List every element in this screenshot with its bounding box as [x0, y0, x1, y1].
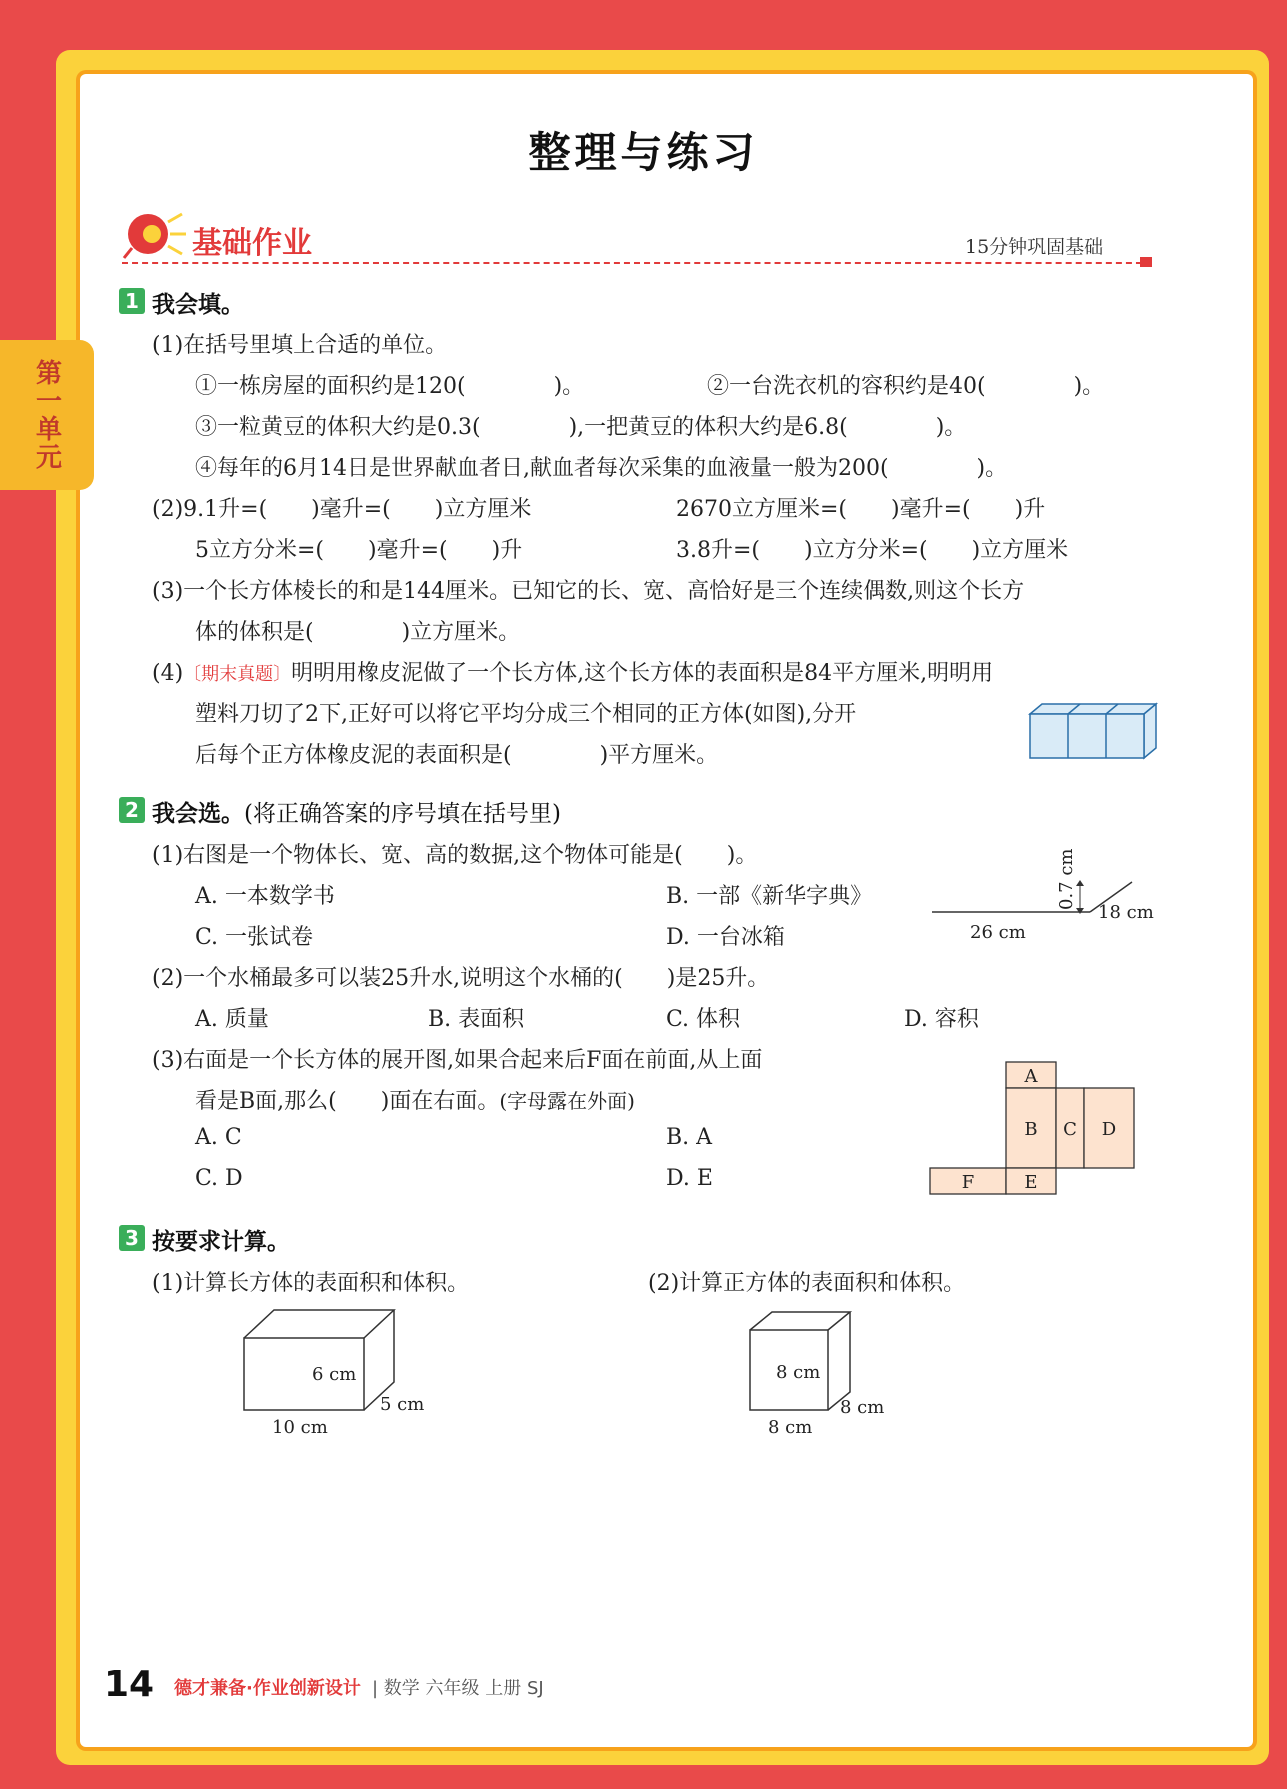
q1-p2-a: (2)9.1升=( )毫升=( )立方厘米 [152, 497, 532, 522]
q2-p1-option-d: D. 一台冰箱 [666, 925, 785, 950]
q3-number: 3 [119, 1225, 145, 1251]
q2-p3-option-d: D. E [666, 1166, 713, 1191]
q2-p1-option-b: B. 一部《新华字典》 [666, 884, 873, 909]
box-dimension-figure [930, 840, 1160, 950]
q2-heading [152, 795, 561, 828]
face-f: F [961, 1172, 975, 1193]
page-title: 整理与练习 [528, 128, 759, 177]
unit-tab: 第一单元 [0, 340, 94, 490]
q1-p2-c: 5立方分米=( )毫升=( )升 [195, 538, 523, 563]
q1-p1-b: ②一台洗衣机的容积约是40( )。 [707, 374, 1105, 399]
q2-p3-line2 [195, 1084, 635, 1115]
face-b: B [1024, 1119, 1038, 1140]
q2-p3-option-c: C. D [195, 1166, 243, 1191]
page-number: 14 [104, 1664, 155, 1705]
q1-p2-b: 2670立方厘米=( )毫升=( )升 [676, 497, 1046, 522]
fig-length-label: 26 cm [970, 922, 1026, 943]
face-e: E [1024, 1172, 1038, 1193]
q1-p1-d: ④每年的6月14日是世界献血者日,献血者每次采集的血液量一般为200( )。 [195, 456, 1008, 481]
q3-p2-stem: (2)计算正方体的表面积和体积。 [648, 1271, 966, 1296]
q2-p2-option-c: C. 体积 [666, 1007, 741, 1032]
q1-p4-text1: 明明用橡皮泥做了一个长方体,这个长方体的表面积是84平方厘米,明明用 [291, 661, 994, 686]
cuboid-width: 5 cm [380, 1394, 425, 1415]
q2-p2-stem: (2)一个水桶最多可以装25升水,说明这个水桶的( )是25升。 [152, 966, 770, 991]
bell-icon [118, 208, 188, 260]
q1-p1-c: ③一粒黄豆的体积大约是0.3( ),一把黄豆的体积大约是6.8( )。 [195, 415, 967, 440]
q2-heading-note: (将正确答案的序号填在括号里) [244, 801, 561, 827]
fig-width-label: 18 cm [1098, 902, 1154, 923]
q1-p3-line1: (3)一个长方体棱长的和是144厘米。已知它的长、宽、高恰好是三个连续偶数,则这个长方 [152, 579, 1025, 604]
footer-info: | 数学 六年级 上册 SJ [372, 1678, 544, 1699]
fig-height-label: 0.7 cm [1056, 848, 1077, 910]
q1-p3-line2: 体的体积是( )立方厘米。 [195, 620, 521, 645]
q1-number: 1 [119, 288, 145, 314]
q2-p2-option-b: B. 表面积 [428, 1007, 525, 1032]
q1-p1-intro: (1)在括号里填上合适的单位。 [152, 333, 448, 358]
section-subtitle: 15分钟巩固基础 [965, 236, 1104, 258]
q2-number: 2 [119, 797, 145, 823]
section-heading: 基础作业 [192, 226, 312, 261]
face-a: A [1024, 1066, 1038, 1087]
q1-p2-d: 3.8升=( )立方分米=( )立方厘米 [676, 538, 1069, 563]
face-d: D [1101, 1119, 1117, 1140]
cube-height: 8 cm [776, 1362, 821, 1383]
q2-p3-option-a: A. C [195, 1125, 242, 1150]
q1-p4-line2: 塑料刀切了2下,正好可以将它平均分成三个相同的正方体(如图),分开 [195, 702, 857, 727]
net-figure [928, 1060, 1138, 1196]
q2-p1-stem: (1)右图是一个物体长、宽、高的数据,这个物体可能是( )。 [152, 843, 758, 868]
cube-width: 8 cm [840, 1397, 885, 1418]
face-c: C [1063, 1119, 1077, 1140]
section-divider [122, 262, 1152, 264]
exam-tag: 〔期末真题〕 [183, 664, 292, 685]
q1-p4-line1 [152, 656, 993, 687]
q2-p3-option-b: B. A [666, 1125, 713, 1150]
cuboid-length: 10 cm [272, 1417, 328, 1438]
q1-p4-line3: 后每个正方体橡皮泥的表面积是( )平方厘米。 [195, 743, 719, 768]
q2-p3-note: (字母露在外面) [499, 1089, 635, 1113]
q3-heading: 按要求计算。 [152, 1229, 290, 1255]
q2-p3-line2-text: 看是B面,那么( )面在右面。 [195, 1089, 500, 1114]
cuboid-height: 6 cm [312, 1364, 357, 1385]
q1-p4-prefix: (4) [152, 661, 184, 686]
footer-brand: 德才兼备·作业创新设计 [174, 1678, 361, 1699]
q2-p3-line1: (3)右面是一个长方体的展开图,如果合起来后F面在前面,从上面 [152, 1048, 763, 1073]
three-cubes-figure [1028, 700, 1160, 760]
q2-p1-option-a: A. 一本数学书 [195, 884, 335, 909]
q1-p1-a: ①一栋房屋的面积约是120( )。 [195, 374, 585, 399]
cuboid-figure [230, 1300, 450, 1450]
q2-p2-option-a: A. 质量 [195, 1007, 269, 1032]
cube-length: 8 cm [768, 1417, 813, 1438]
cube-figure [740, 1300, 900, 1450]
q2-p2-option-d: D. 容积 [904, 1007, 979, 1032]
q1-heading: 我会填。 [152, 292, 244, 318]
q3-p1-stem: (1)计算长方体的表面积和体积。 [152, 1271, 470, 1296]
q2-p1-option-c: C. 一张试卷 [195, 925, 314, 950]
q2-heading-text: 我会选。 [152, 801, 244, 827]
divider-end [1140, 257, 1152, 267]
